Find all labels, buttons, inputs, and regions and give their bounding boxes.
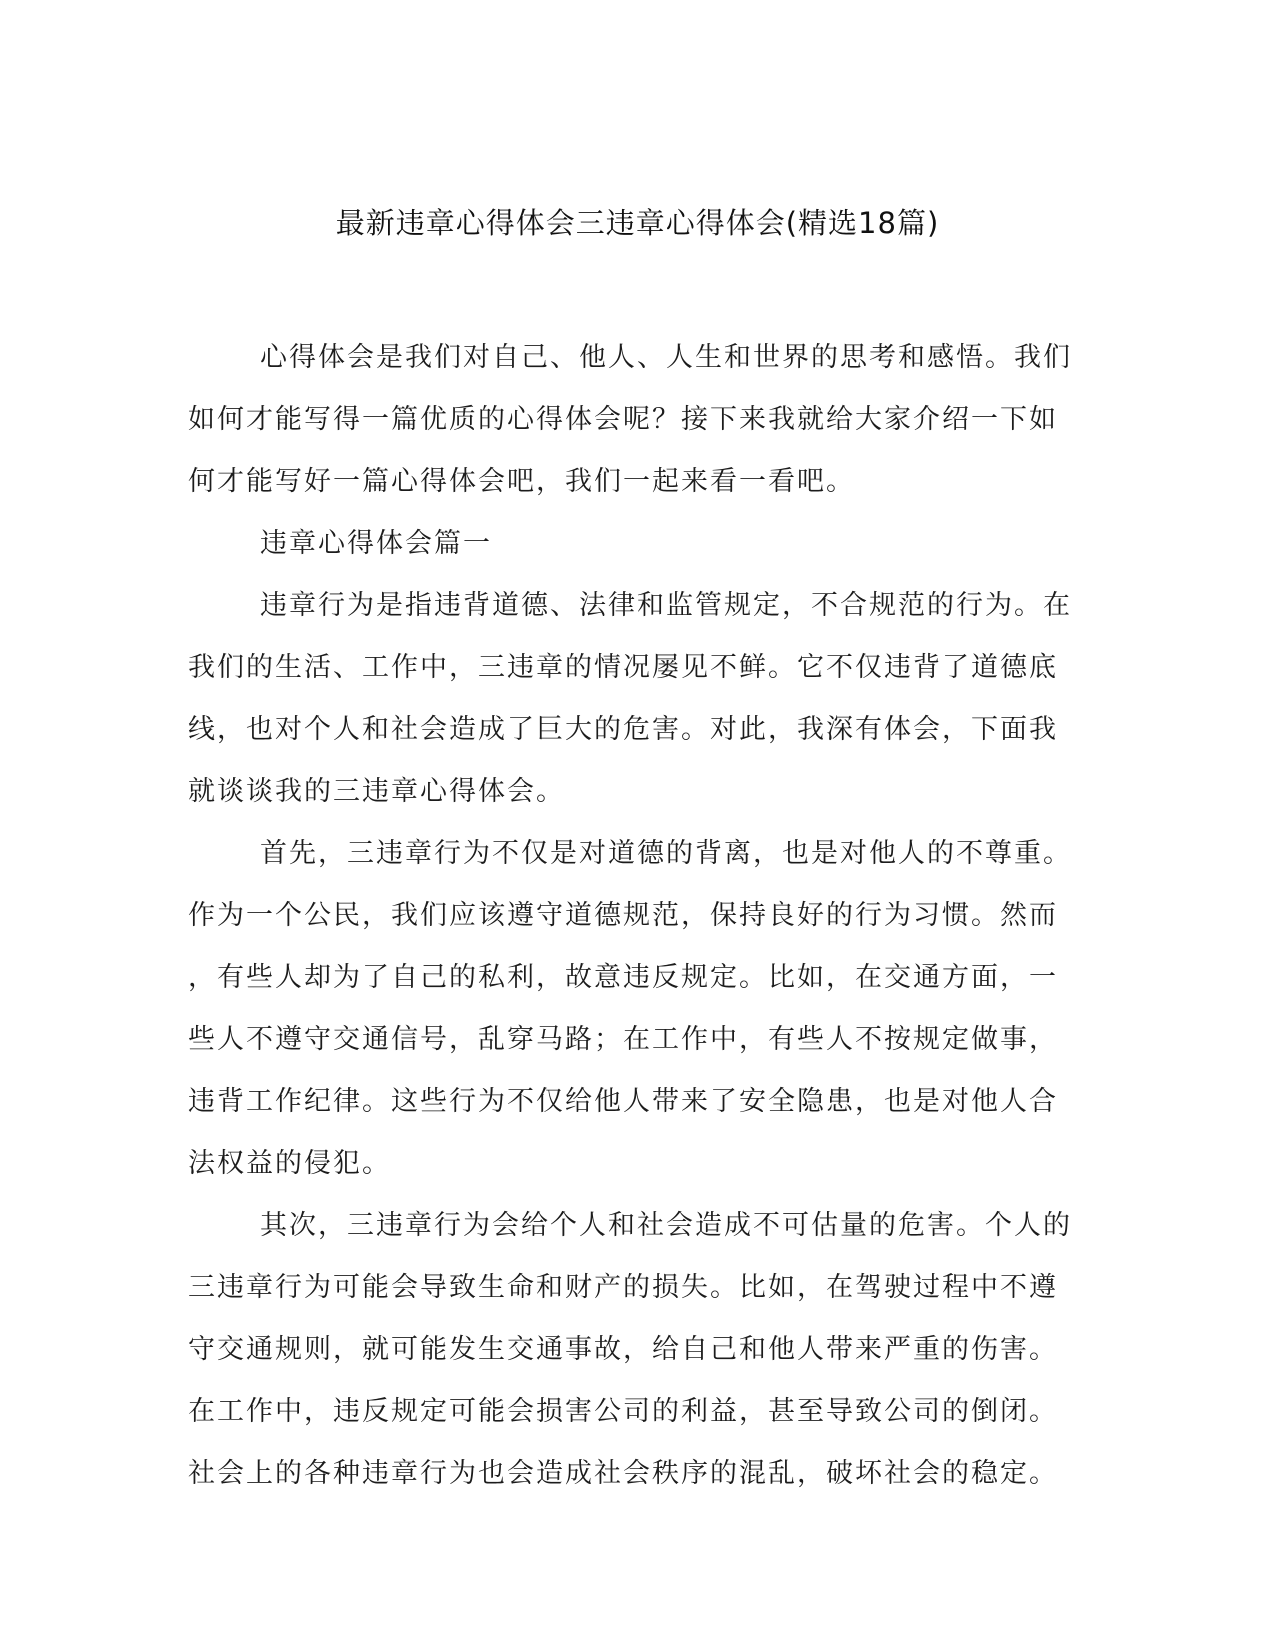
paragraph-3 [188,1195,1084,1505]
text-line: 些人不遵守交通信号，乱穿马路；在工作中，有些人不按规定做事， [188,1024,1058,1055]
text-line: 如何才能写得一篇优质的心得体会呢？接下来我就给大家介绍一下如 [188,404,1058,435]
text-line: 违背工作纪律。这些行为不仅给他人带来了安全隐患，也是对他人合 [188,1086,1058,1117]
text-line: 首先，三违章行为不仅是对道德的背离，也是对他人的不尊重。 [260,838,1072,869]
text-line: 三违章行为可能会导致生命和财产的损失。比如，在驾驶过程中不遵 [188,1272,1058,1303]
text-line: 线，也对个人和社会造成了巨大的危害。对此，我深有体会，下面我 [188,714,1058,745]
intro-paragraph [188,327,1084,513]
text-line: 何才能写好一篇心得体会吧，我们一起来看一看吧。 [188,466,855,497]
document-body [188,327,1084,1505]
text-line: 在工作中，违反规定可能会损害公司的利益，甚至导致公司的倒闭。 [188,1396,1058,1427]
paragraph-1 [188,575,1084,823]
text-line: ，有些人却为了自己的私利，故意违反规定。比如，在交通方面，一 [188,962,1058,993]
paragraph-2 [188,823,1084,1195]
text-line: 违章行为是指违背道德、法律和监管规定，不合规范的行为。在 [260,590,1072,621]
text-line: 就谈谈我的三违章心得体会。 [188,776,565,807]
text-line: 社会上的各种违章行为也会造成社会秩序的混乱，破坏社会的稳定。 [188,1458,1058,1489]
text-line: 作为一个公民，我们应该遵守道德规范，保持良好的行为习惯。然而 [188,900,1058,931]
text-line: 其次，三违章行为会给个人和社会造成不可估量的危害。个人的 [260,1210,1072,1241]
text-line: 心得体会是我们对自己、他人、人生和世界的思考和感悟。我们 [260,342,1072,373]
section-heading-text: 违章心得体会篇一 [260,528,492,559]
section-heading [188,513,1084,575]
text-line: 法权益的侵犯。 [188,1148,391,1179]
text-line: 我们的生活、工作中，三违章的情况屡见不鲜。它不仅违背了道德底 [188,652,1058,683]
text-line: 守交通规则，就可能发生交通事故，给自己和他人带来严重的伤害。 [188,1334,1058,1365]
document-title: 最新违章心得体会三违章心得体会(精选18篇) [335,206,940,240]
